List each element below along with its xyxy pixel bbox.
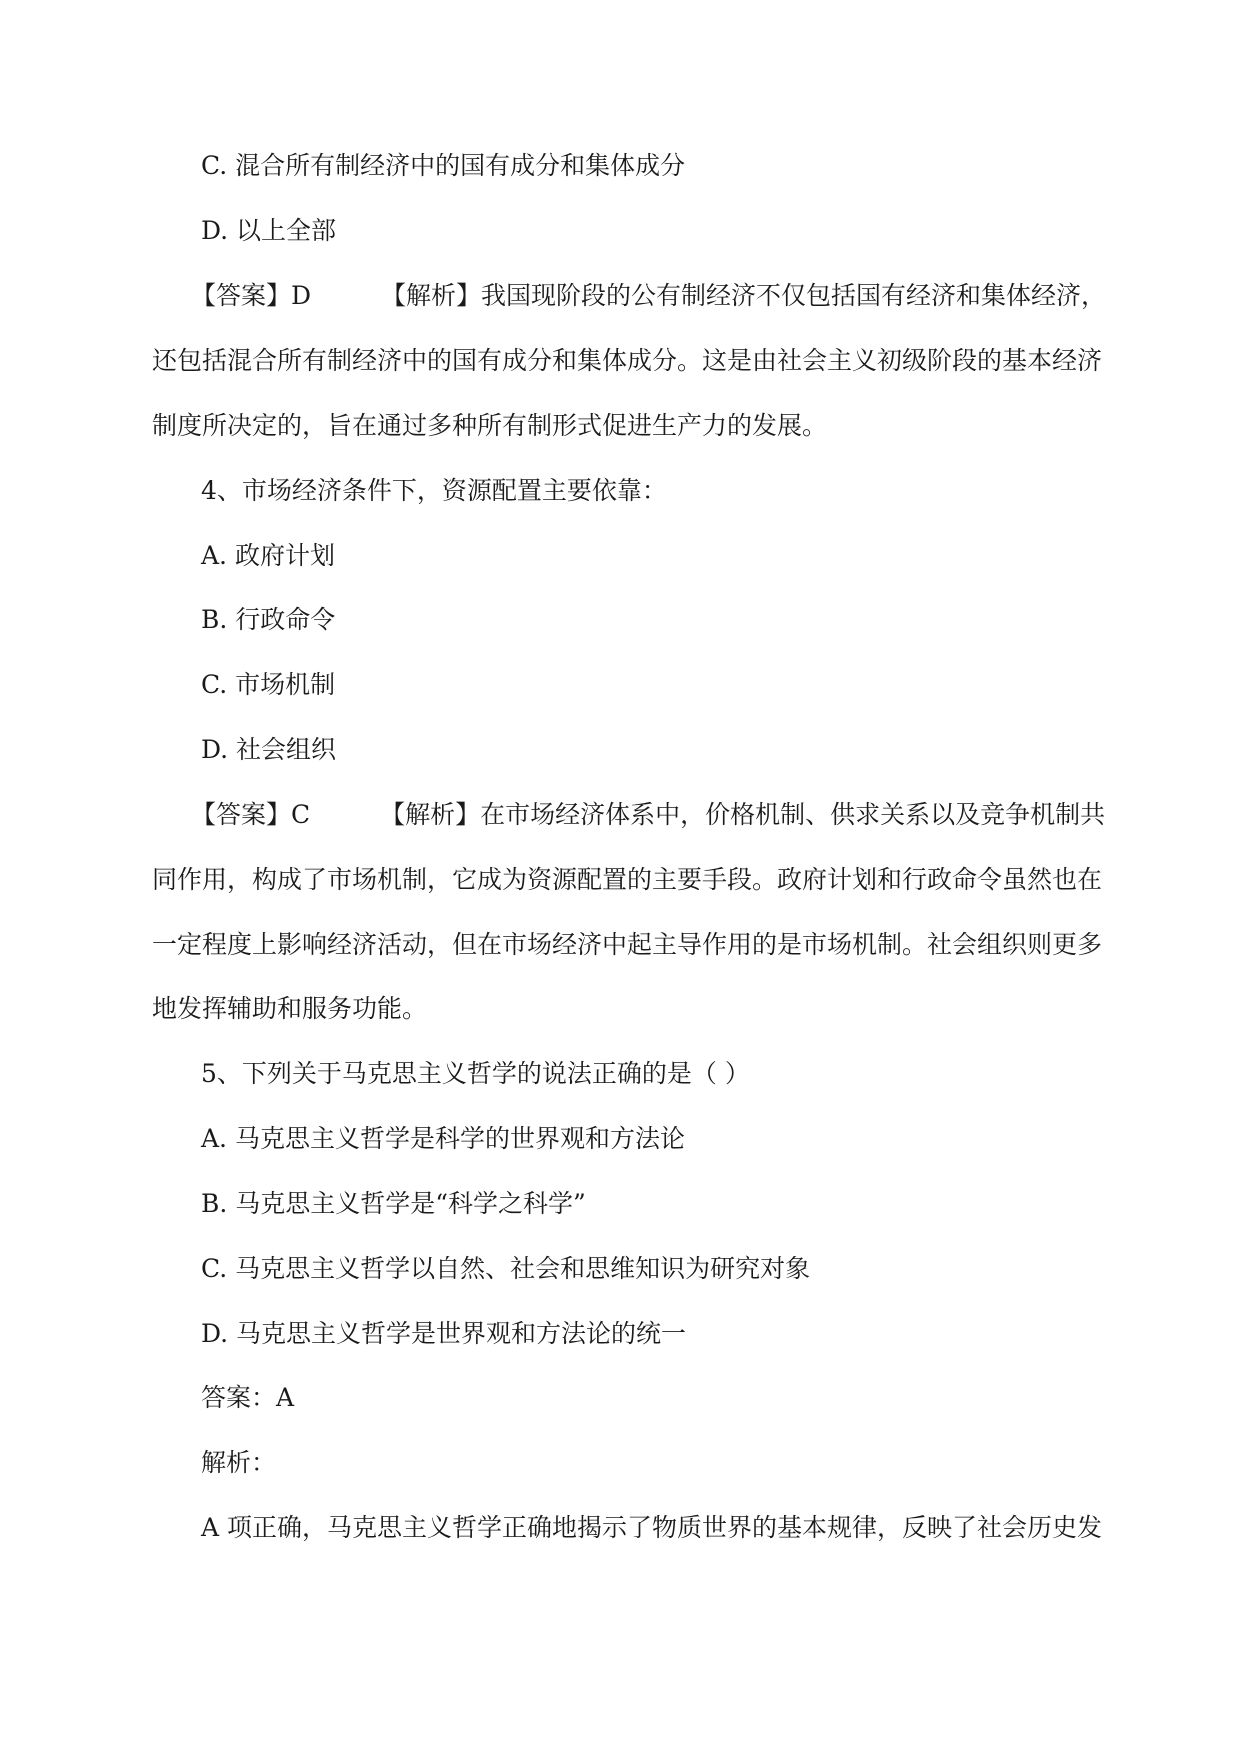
q4-question: 4、市场经济条件下，资源配置主要依靠： — [201, 476, 667, 505]
q4-option-d: D. 社会组织 — [201, 735, 337, 764]
q3-analysis-line-2: 还包括混合所有制经济中的国有成分和集体成分。这是由社会主义初级阶段的基本经济 — [152, 346, 1103, 375]
q3-option-c: C. 混合所有制经济中的国有成分和集体成分 — [201, 151, 686, 180]
q4-analysis-line-1: 【解析】在市场经济体系中，价格机制、供求关系以及竞争机制共 — [380, 800, 1106, 829]
q5-option-c: C. 马克思主义哲学以自然、社会和思维知识为研究对象 — [201, 1254, 811, 1283]
q3-option-d: D. 以上全部 — [201, 216, 337, 245]
q5-analysis-line-1: A 项正确，马克思主义哲学正确地揭示了物质世界的基本规律，反映了社会历史发 — [201, 1513, 1103, 1542]
q4-option-a: A. 政府计划 — [201, 541, 335, 570]
q5-analysis-heading: 解析： — [201, 1448, 277, 1477]
q4-analysis-line-3: 一定程度上影响经济活动，但在市场经济中起主导作用的是市场机制。社会组织则更多 — [152, 930, 1103, 959]
q4-option-c: C. 市场机制 — [201, 670, 336, 699]
q5-question: 5、下列关于马克思主义哲学的说法正确的是（ ） — [201, 1059, 750, 1088]
q5-option-d: D. 马克思主义哲学是世界观和方法论的统一 — [201, 1319, 687, 1348]
q4-answer-analysis — [191, 799, 1105, 831]
q3-analysis-line-3: 制度所决定的，旨在通过多种所有制形式促进生产力的发展。 — [152, 411, 828, 440]
q5-answer: 答案：A — [201, 1383, 295, 1412]
q3-analysis-line-1: 【解析】我国现阶段的公有制经济不仅包括国有经济和集体经济， — [381, 281, 1107, 310]
q4-analysis-line-4: 地发挥辅助和服务功能。 — [152, 994, 428, 1023]
q4-option-b: B. 行政命令 — [201, 605, 336, 634]
q5-option-a: A. 马克思主义哲学是科学的世界观和方法论 — [201, 1124, 685, 1153]
q3-answer-analysis — [191, 280, 1106, 312]
q4-analysis-line-2: 同作用，构成了市场机制，它成为资源配置的主要手段。政府计划和行政命令虽然也在 — [152, 865, 1103, 894]
q5-option-b: B. 马克思主义哲学是“科学之科学” — [201, 1189, 586, 1218]
q3-answer-label: 【答案】D — [191, 281, 312, 310]
q4-answer-label: 【答案】C — [191, 800, 311, 829]
